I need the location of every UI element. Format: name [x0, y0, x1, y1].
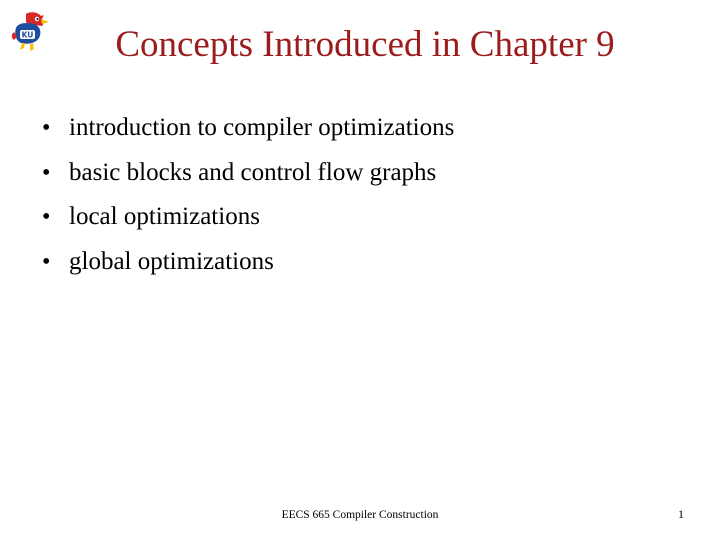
bullet-text: local optimizations [69, 203, 260, 230]
bullet-item [42, 240, 454, 285]
page-number: 1 [678, 507, 684, 521]
svg-text:KU: KU [21, 30, 34, 40]
bullet-item [42, 151, 454, 196]
bullet-item [42, 195, 454, 240]
bullet-text: basic blocks and control flow graphs [69, 158, 437, 186]
slide-footer: EECS 665 Compiler Construction [281, 509, 439, 521]
bullet-text: global optimizations [69, 247, 274, 275]
bullet-dot-icon: • [42, 115, 51, 141]
bullet-item [42, 106, 454, 151]
bullet-dot-icon: • [42, 204, 51, 230]
bullet-dot-icon: • [42, 159, 51, 186]
bullet-list [42, 106, 454, 284]
bullet-dot-icon: • [42, 248, 51, 275]
slide-title: Concepts Introduced in Chapter 9 [115, 24, 615, 65]
bullet-text: introduction to compiler optimizations [69, 114, 455, 141]
